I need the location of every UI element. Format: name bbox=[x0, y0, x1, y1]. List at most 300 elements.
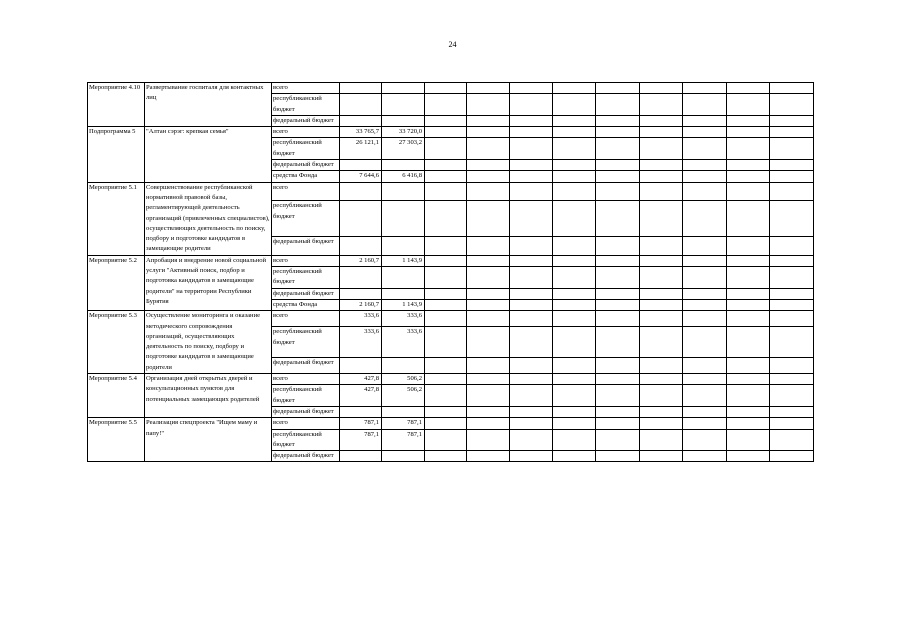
empty-cell bbox=[510, 160, 553, 171]
empty-cell bbox=[510, 255, 553, 266]
empty-cell bbox=[553, 385, 596, 407]
table-row bbox=[88, 255, 814, 266]
empty-cell bbox=[467, 182, 510, 201]
empty-cell bbox=[770, 299, 814, 310]
empty-cell bbox=[596, 288, 640, 299]
empty-cell bbox=[596, 451, 640, 462]
empty-cell bbox=[770, 311, 814, 327]
funding-source: республиканский бюджет bbox=[272, 201, 340, 237]
empty-cell bbox=[467, 237, 510, 256]
amount-cell: 333,6 bbox=[340, 327, 382, 358]
empty-cell bbox=[640, 255, 683, 266]
empty-cell bbox=[510, 406, 553, 417]
amount-cell bbox=[340, 94, 382, 116]
empty-cell bbox=[596, 418, 640, 429]
empty-cell bbox=[553, 138, 596, 160]
empty-cell bbox=[467, 385, 510, 407]
empty-cell bbox=[683, 201, 727, 237]
amount-cell: 427,8 bbox=[340, 374, 382, 385]
empty-cell bbox=[770, 357, 814, 373]
empty-cell bbox=[596, 374, 640, 385]
empty-cell bbox=[683, 311, 727, 327]
empty-cell bbox=[467, 357, 510, 373]
empty-cell bbox=[770, 418, 814, 429]
empty-cell bbox=[596, 357, 640, 373]
amount-cell: 6 416,8 bbox=[382, 171, 425, 182]
funding-source: всего bbox=[272, 255, 340, 266]
empty-cell bbox=[770, 255, 814, 266]
empty-cell bbox=[510, 138, 553, 160]
empty-cell bbox=[770, 451, 814, 462]
amount-cell bbox=[382, 288, 425, 299]
amount-cell bbox=[340, 182, 382, 201]
empty-cell bbox=[510, 182, 553, 201]
empty-cell bbox=[596, 406, 640, 417]
empty-cell bbox=[770, 267, 814, 289]
empty-cell bbox=[510, 171, 553, 182]
table-row bbox=[88, 182, 814, 201]
empty-cell bbox=[553, 160, 596, 171]
empty-cell bbox=[467, 255, 510, 266]
empty-cell bbox=[683, 182, 727, 201]
empty-cell bbox=[467, 138, 510, 160]
empty-cell bbox=[553, 374, 596, 385]
empty-cell bbox=[467, 406, 510, 417]
empty-cell bbox=[640, 127, 683, 138]
funding-source: всего bbox=[272, 374, 340, 385]
funding-source: всего bbox=[272, 182, 340, 201]
empty-cell bbox=[683, 299, 727, 310]
empty-cell bbox=[596, 255, 640, 266]
empty-cell bbox=[640, 288, 683, 299]
empty-cell bbox=[727, 327, 770, 358]
empty-cell bbox=[510, 83, 553, 94]
empty-cell bbox=[510, 385, 553, 407]
empty-cell bbox=[770, 237, 814, 256]
empty-cell bbox=[640, 327, 683, 358]
budget-table bbox=[87, 82, 814, 462]
amount-cell bbox=[340, 237, 382, 256]
amount-cell: 1 143,9 bbox=[382, 255, 425, 266]
empty-cell bbox=[425, 94, 467, 116]
empty-cell bbox=[727, 288, 770, 299]
empty-cell bbox=[510, 115, 553, 126]
empty-cell bbox=[596, 267, 640, 289]
empty-cell bbox=[640, 182, 683, 201]
empty-cell bbox=[727, 171, 770, 182]
amount-cell: 333,6 bbox=[382, 311, 425, 327]
empty-cell bbox=[596, 429, 640, 451]
empty-cell bbox=[727, 138, 770, 160]
empty-cell bbox=[510, 327, 553, 358]
funding-source: федеральный бюджет bbox=[272, 237, 340, 256]
amount-cell bbox=[382, 357, 425, 373]
empty-cell bbox=[425, 267, 467, 289]
empty-cell bbox=[770, 406, 814, 417]
empty-cell bbox=[510, 237, 553, 256]
empty-cell bbox=[727, 374, 770, 385]
program-name: Совершенствование республиканской нормативной правовой базы, регламентирующей деятельность организаций (привлеченных специалистов), осуществляющих деятельность по поиску, подбору и подготовке кандидатов в замещающие родители bbox=[145, 182, 272, 255]
empty-cell bbox=[727, 94, 770, 116]
empty-cell bbox=[640, 311, 683, 327]
empty-cell bbox=[596, 83, 640, 94]
funding-source: федеральный бюджет bbox=[272, 160, 340, 171]
empty-cell bbox=[510, 418, 553, 429]
funding-source: средства Фонда bbox=[272, 299, 340, 310]
program-name: "Алтан сэрэг: крепкая семья" bbox=[145, 127, 272, 182]
empty-cell bbox=[510, 201, 553, 237]
table-row bbox=[88, 127, 814, 138]
empty-cell bbox=[727, 357, 770, 373]
empty-cell bbox=[425, 237, 467, 256]
empty-cell bbox=[596, 182, 640, 201]
empty-cell bbox=[467, 288, 510, 299]
empty-cell bbox=[553, 94, 596, 116]
empty-cell bbox=[553, 267, 596, 289]
empty-cell bbox=[683, 127, 727, 138]
empty-cell bbox=[553, 451, 596, 462]
empty-cell bbox=[510, 451, 553, 462]
empty-cell bbox=[425, 451, 467, 462]
amount-cell: 787,1 bbox=[382, 429, 425, 451]
empty-cell bbox=[510, 357, 553, 373]
amount-cell bbox=[382, 94, 425, 116]
program-name: Развертывание госпиталя для контактных лиц bbox=[145, 83, 272, 127]
empty-cell bbox=[683, 406, 727, 417]
empty-cell bbox=[640, 451, 683, 462]
empty-cell bbox=[553, 127, 596, 138]
amount-cell bbox=[340, 115, 382, 126]
empty-cell bbox=[683, 288, 727, 299]
amount-cell: 33 765,7 bbox=[340, 127, 382, 138]
empty-cell bbox=[683, 255, 727, 266]
empty-cell bbox=[425, 374, 467, 385]
empty-cell bbox=[467, 327, 510, 358]
empty-cell bbox=[553, 83, 596, 94]
empty-cell bbox=[553, 201, 596, 237]
empty-cell bbox=[683, 94, 727, 116]
amount-cell: 333,6 bbox=[340, 311, 382, 327]
empty-cell bbox=[727, 451, 770, 462]
funding-source: всего bbox=[272, 127, 340, 138]
funding-source: республиканский бюджет bbox=[272, 94, 340, 116]
empty-cell bbox=[467, 94, 510, 116]
amount-cell bbox=[382, 267, 425, 289]
empty-cell bbox=[553, 327, 596, 358]
amount-cell bbox=[340, 267, 382, 289]
funding-source: республиканский бюджет bbox=[272, 138, 340, 160]
amount-cell: 506,2 bbox=[382, 385, 425, 407]
empty-cell bbox=[596, 327, 640, 358]
empty-cell bbox=[596, 201, 640, 237]
empty-cell bbox=[425, 311, 467, 327]
empty-cell bbox=[553, 429, 596, 451]
empty-cell bbox=[425, 406, 467, 417]
empty-cell bbox=[683, 429, 727, 451]
empty-cell bbox=[467, 171, 510, 182]
empty-cell bbox=[727, 201, 770, 237]
empty-cell bbox=[467, 115, 510, 126]
table-row bbox=[88, 311, 814, 327]
empty-cell bbox=[640, 171, 683, 182]
amount-cell bbox=[382, 182, 425, 201]
empty-cell bbox=[683, 451, 727, 462]
empty-cell bbox=[553, 288, 596, 299]
empty-cell bbox=[510, 299, 553, 310]
empty-cell bbox=[727, 429, 770, 451]
empty-cell bbox=[425, 160, 467, 171]
funding-source: федеральный бюджет bbox=[272, 288, 340, 299]
empty-cell bbox=[467, 83, 510, 94]
empty-cell bbox=[596, 311, 640, 327]
empty-cell bbox=[770, 138, 814, 160]
empty-cell bbox=[683, 138, 727, 160]
empty-cell bbox=[770, 182, 814, 201]
empty-cell bbox=[510, 127, 553, 138]
program-name: Организация дней открытых дверей и консультационных пунктов для потенциальных замещающих родителей bbox=[145, 374, 272, 418]
empty-cell bbox=[727, 237, 770, 256]
empty-cell bbox=[640, 237, 683, 256]
amount-cell bbox=[382, 237, 425, 256]
amount-cell bbox=[340, 160, 382, 171]
empty-cell bbox=[553, 418, 596, 429]
amount-cell: 787,1 bbox=[382, 418, 425, 429]
empty-cell bbox=[727, 160, 770, 171]
amount-cell: 2 160,7 bbox=[340, 255, 382, 266]
table-row bbox=[88, 83, 814, 94]
program-code: Мероприятие 5.3 bbox=[88, 311, 145, 374]
empty-cell bbox=[467, 127, 510, 138]
empty-cell bbox=[770, 171, 814, 182]
program-code: Подпрограмма 5 bbox=[88, 127, 145, 182]
empty-cell bbox=[596, 138, 640, 160]
amount-cell: 506,2 bbox=[382, 374, 425, 385]
empty-cell bbox=[640, 115, 683, 126]
empty-cell bbox=[683, 327, 727, 358]
empty-cell bbox=[467, 418, 510, 429]
table-row bbox=[88, 418, 814, 429]
empty-cell bbox=[553, 406, 596, 417]
funding-source: всего bbox=[272, 83, 340, 94]
empty-cell bbox=[683, 418, 727, 429]
empty-cell bbox=[770, 327, 814, 358]
program-code: Мероприятие 5.4 bbox=[88, 374, 145, 418]
amount-cell bbox=[382, 201, 425, 237]
amount-cell: 787,1 bbox=[340, 418, 382, 429]
empty-cell bbox=[640, 94, 683, 116]
empty-cell bbox=[425, 201, 467, 237]
empty-cell bbox=[727, 311, 770, 327]
empty-cell bbox=[510, 311, 553, 327]
funding-source: всего bbox=[272, 418, 340, 429]
amount-cell bbox=[340, 451, 382, 462]
empty-cell bbox=[770, 115, 814, 126]
empty-cell bbox=[770, 201, 814, 237]
empty-cell bbox=[425, 418, 467, 429]
funding-source: республиканский бюджет bbox=[272, 267, 340, 289]
empty-cell bbox=[640, 374, 683, 385]
amount-cell bbox=[340, 288, 382, 299]
program-name: Реализация спецпроекта "Ищем маму и папу!" bbox=[145, 418, 272, 462]
funding-source: республиканский бюджет bbox=[272, 327, 340, 358]
empty-cell bbox=[425, 288, 467, 299]
amount-cell bbox=[340, 201, 382, 237]
amount-cell bbox=[382, 83, 425, 94]
empty-cell bbox=[467, 201, 510, 237]
empty-cell bbox=[510, 267, 553, 289]
empty-cell bbox=[683, 267, 727, 289]
empty-cell bbox=[510, 94, 553, 116]
table-row bbox=[88, 374, 814, 385]
empty-cell bbox=[425, 429, 467, 451]
empty-cell bbox=[640, 385, 683, 407]
amount-cell: 427,8 bbox=[340, 385, 382, 407]
empty-cell bbox=[596, 127, 640, 138]
empty-cell bbox=[727, 115, 770, 126]
empty-cell bbox=[640, 429, 683, 451]
empty-cell bbox=[596, 237, 640, 256]
empty-cell bbox=[770, 94, 814, 116]
empty-cell bbox=[727, 418, 770, 429]
amount-cell bbox=[340, 357, 382, 373]
empty-cell bbox=[596, 385, 640, 407]
empty-cell bbox=[683, 237, 727, 256]
program-code: Мероприятие 5.5 bbox=[88, 418, 145, 462]
funding-source: федеральный бюджет bbox=[272, 451, 340, 462]
program-code: Мероприятие 5.2 bbox=[88, 255, 145, 310]
amount-cell: 787,1 bbox=[340, 429, 382, 451]
empty-cell bbox=[683, 357, 727, 373]
empty-cell bbox=[770, 127, 814, 138]
empty-cell bbox=[467, 311, 510, 327]
funding-source: федеральный бюджет bbox=[272, 406, 340, 417]
empty-cell bbox=[640, 357, 683, 373]
empty-cell bbox=[727, 182, 770, 201]
empty-cell bbox=[640, 201, 683, 237]
empty-cell bbox=[553, 255, 596, 266]
amount-cell: 27 303,2 bbox=[382, 138, 425, 160]
amount-cell bbox=[382, 115, 425, 126]
empty-cell bbox=[770, 385, 814, 407]
empty-cell bbox=[425, 182, 467, 201]
amount-cell: 7 644,6 bbox=[340, 171, 382, 182]
empty-cell bbox=[425, 255, 467, 266]
empty-cell bbox=[727, 385, 770, 407]
amount-cell: 1 143,9 bbox=[382, 299, 425, 310]
empty-cell bbox=[425, 127, 467, 138]
empty-cell bbox=[425, 171, 467, 182]
amount-cell: 26 121,1 bbox=[340, 138, 382, 160]
empty-cell bbox=[640, 299, 683, 310]
empty-cell bbox=[510, 374, 553, 385]
empty-cell bbox=[425, 357, 467, 373]
amount-cell bbox=[382, 406, 425, 417]
empty-cell bbox=[727, 406, 770, 417]
program-code: Мероприятие 4.10 bbox=[88, 83, 145, 127]
empty-cell bbox=[425, 83, 467, 94]
empty-cell bbox=[425, 327, 467, 358]
empty-cell bbox=[467, 160, 510, 171]
empty-cell bbox=[770, 288, 814, 299]
funding-source: средства Фонда bbox=[272, 171, 340, 182]
funding-source: всего bbox=[272, 311, 340, 327]
empty-cell bbox=[727, 267, 770, 289]
empty-cell bbox=[683, 385, 727, 407]
empty-cell bbox=[683, 160, 727, 171]
empty-cell bbox=[553, 171, 596, 182]
empty-cell bbox=[640, 138, 683, 160]
empty-cell bbox=[683, 115, 727, 126]
funding-source: республиканский бюджет bbox=[272, 429, 340, 451]
program-name: Апробация и внедрение новой социальной услуги "Активный поиск, подбор и подготовка кандидатов в замещающие родители" на территории Республики Бурятия bbox=[145, 255, 272, 310]
empty-cell bbox=[770, 160, 814, 171]
empty-cell bbox=[727, 299, 770, 310]
empty-cell bbox=[425, 299, 467, 310]
empty-cell bbox=[640, 83, 683, 94]
page-number: 24 bbox=[448, 40, 457, 49]
empty-cell bbox=[553, 311, 596, 327]
empty-cell bbox=[640, 418, 683, 429]
empty-cell bbox=[640, 406, 683, 417]
empty-cell bbox=[596, 160, 640, 171]
empty-cell bbox=[596, 115, 640, 126]
empty-cell bbox=[510, 288, 553, 299]
empty-cell bbox=[467, 267, 510, 289]
funding-source: федеральный бюджет bbox=[272, 357, 340, 373]
empty-cell bbox=[467, 374, 510, 385]
amount-cell bbox=[340, 406, 382, 417]
empty-cell bbox=[596, 299, 640, 310]
empty-cell bbox=[770, 374, 814, 385]
empty-cell bbox=[553, 115, 596, 126]
amount-cell bbox=[382, 160, 425, 171]
table-body bbox=[88, 83, 814, 462]
empty-cell bbox=[727, 127, 770, 138]
empty-cell bbox=[640, 267, 683, 289]
amount-cell: 33 720,0 bbox=[382, 127, 425, 138]
program-code: Мероприятие 5.1 bbox=[88, 182, 145, 255]
empty-cell bbox=[510, 429, 553, 451]
empty-cell bbox=[553, 299, 596, 310]
empty-cell bbox=[553, 182, 596, 201]
empty-cell bbox=[425, 138, 467, 160]
empty-cell bbox=[770, 429, 814, 451]
empty-cell bbox=[467, 429, 510, 451]
empty-cell bbox=[553, 237, 596, 256]
empty-cell bbox=[683, 83, 727, 94]
empty-cell bbox=[425, 385, 467, 407]
empty-cell bbox=[770, 83, 814, 94]
empty-cell bbox=[553, 357, 596, 373]
empty-cell bbox=[727, 255, 770, 266]
program-name: Осуществление мониторинга и оказание методического сопровождения организаций, осуществляющих деятельность по поиску, подбору и подготовке кандидатов в замещающие родители bbox=[145, 311, 272, 374]
empty-cell bbox=[467, 299, 510, 310]
empty-cell bbox=[727, 83, 770, 94]
empty-cell bbox=[467, 451, 510, 462]
empty-cell bbox=[640, 160, 683, 171]
empty-cell bbox=[683, 374, 727, 385]
amount-cell: 333,6 bbox=[382, 327, 425, 358]
empty-cell bbox=[596, 94, 640, 116]
empty-cell bbox=[596, 171, 640, 182]
amount-cell bbox=[340, 83, 382, 94]
empty-cell bbox=[425, 115, 467, 126]
funding-source: республиканский бюджет bbox=[272, 385, 340, 407]
empty-cell bbox=[683, 171, 727, 182]
funding-source: федеральный бюджет bbox=[272, 115, 340, 126]
amount-cell: 2 160,7 bbox=[340, 299, 382, 310]
amount-cell bbox=[382, 451, 425, 462]
